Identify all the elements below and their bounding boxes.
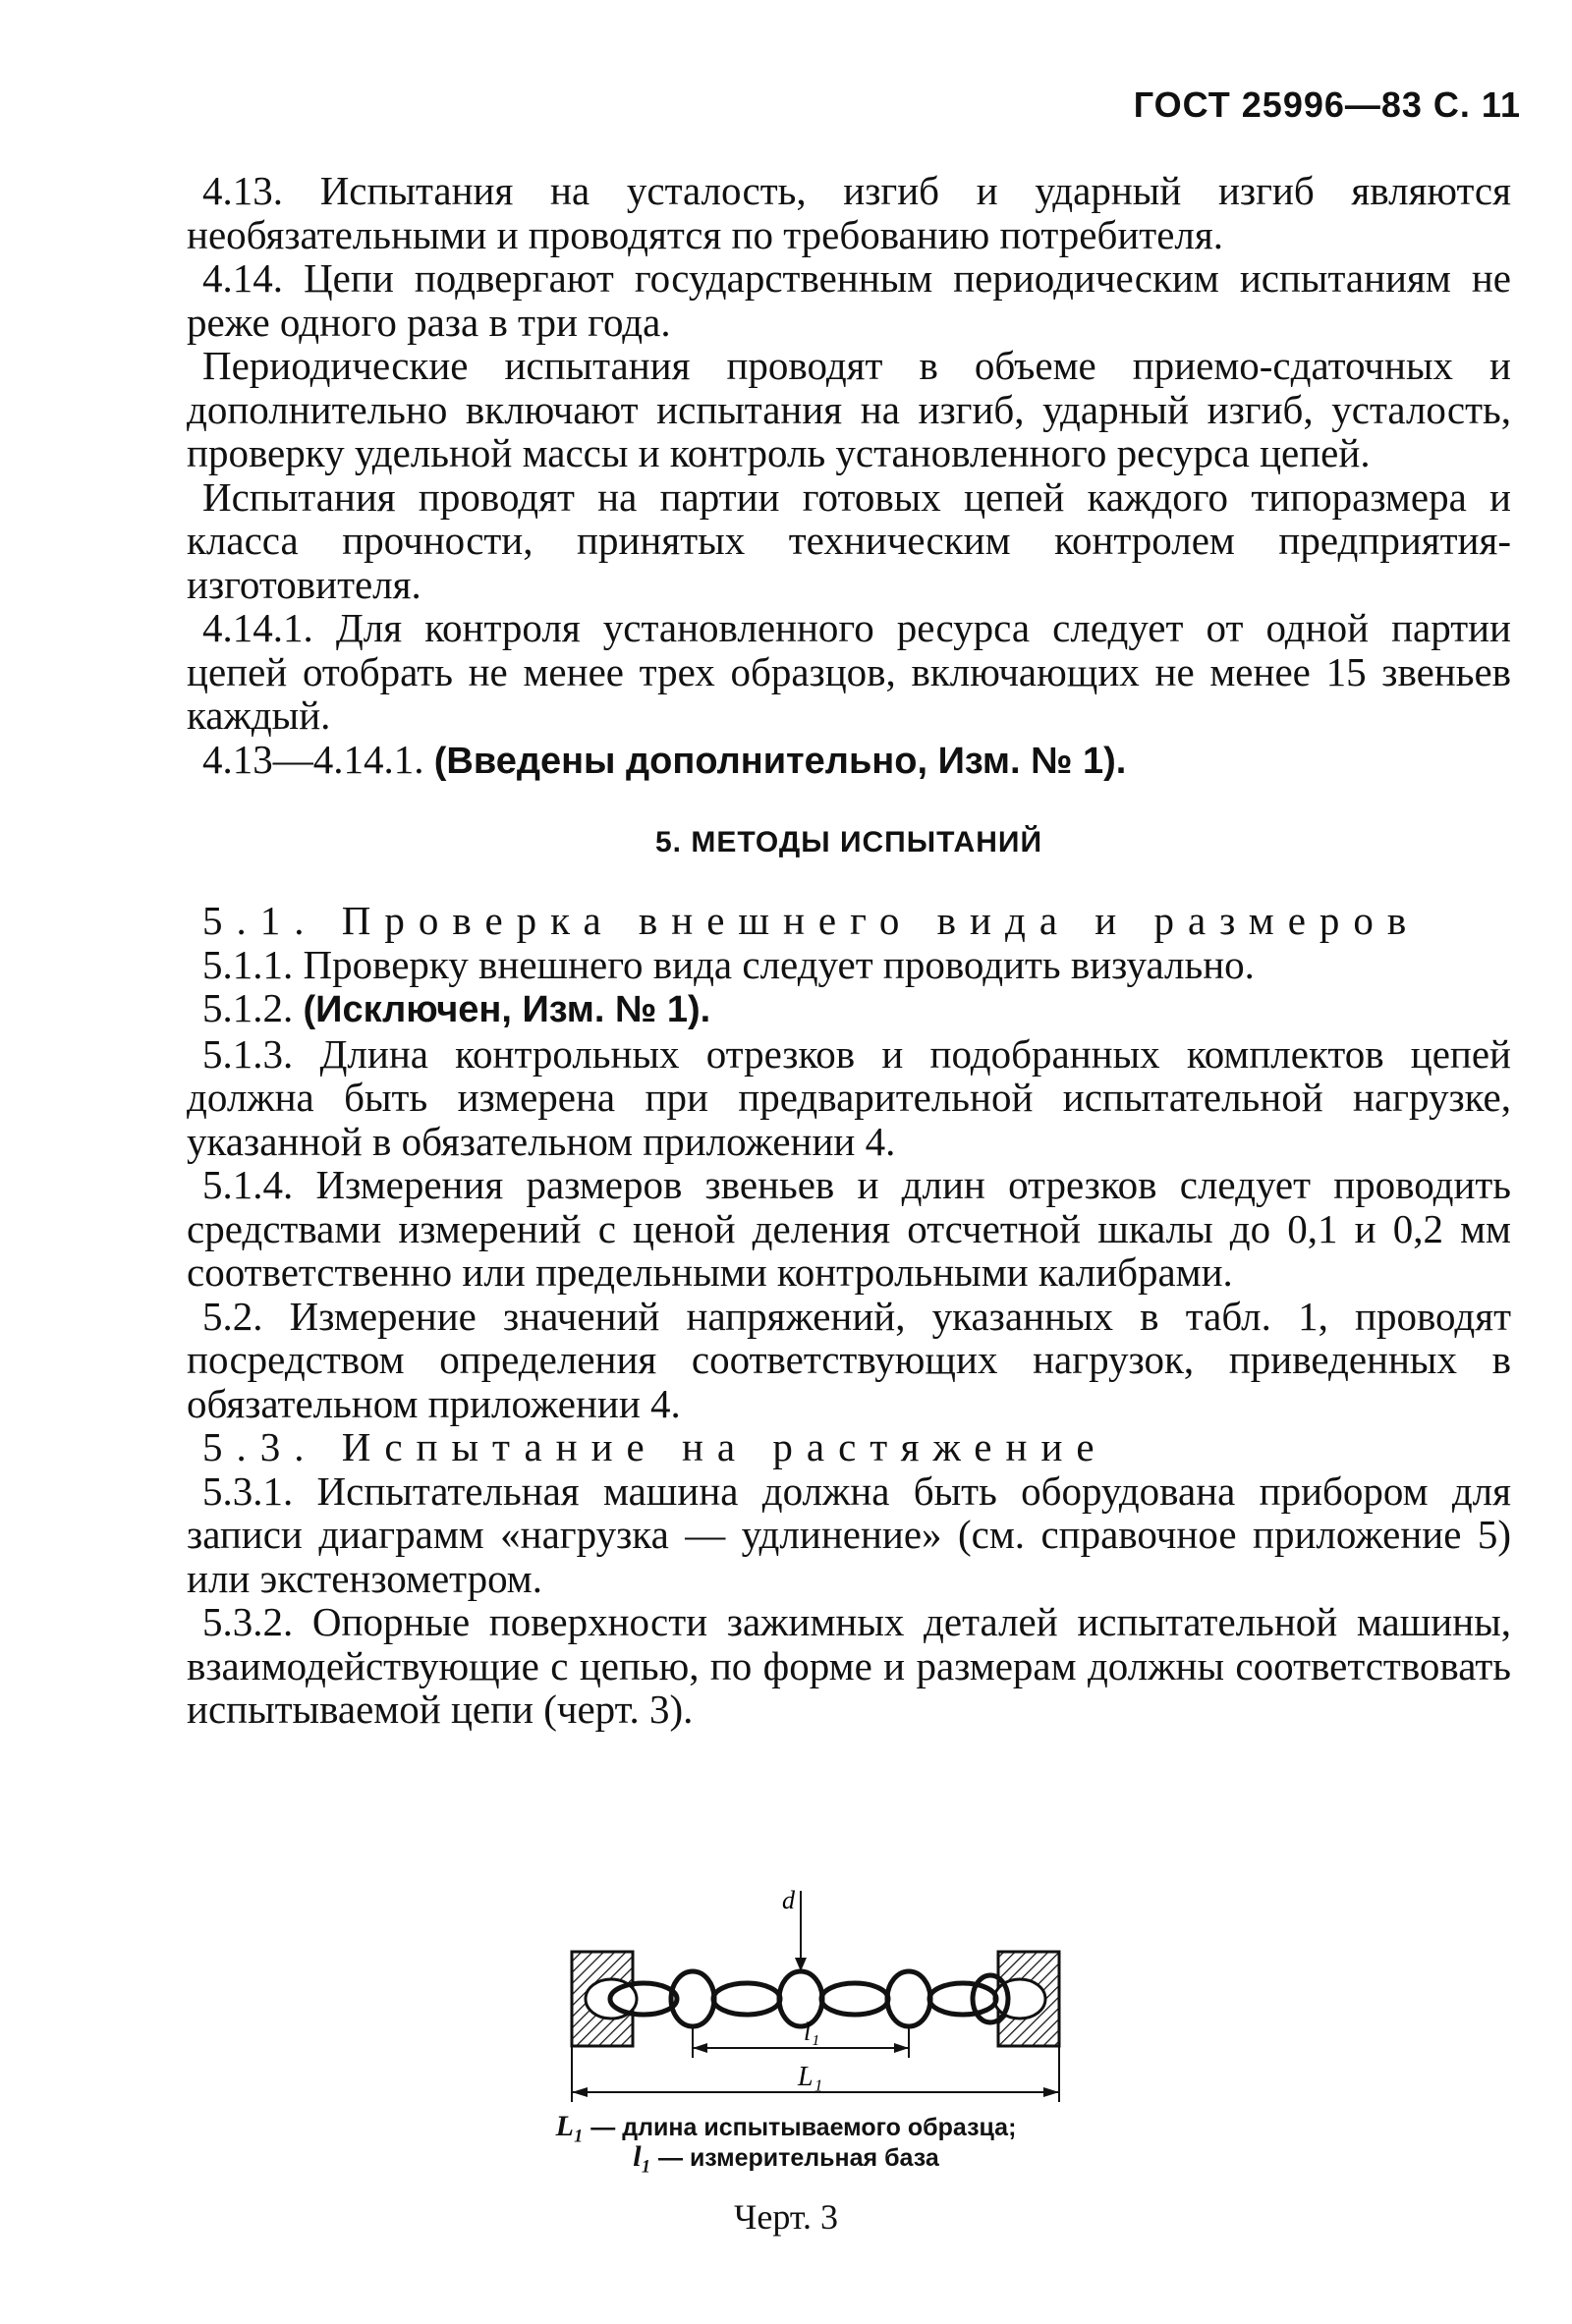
- paragraph-periodic: Периодические испытания проводят в объеме приемо-сдаточных и дополнительно включают испытания на изгиб, ударный изгиб, усталость, проверку удельной массы и контроль установленного ресурса цепей.: [187, 343, 1511, 475]
- body-text: [187, 169, 1511, 1732]
- paragraph-5-1-2: [187, 986, 1511, 1032]
- amendment-note: (Введены дополнительно, Изм. № 1).: [433, 740, 1127, 782]
- caption-line-2: l₁ — измерительная база: [633, 2140, 939, 2173]
- amendment-prefix: 4.13—4.14.1.: [202, 736, 434, 782]
- paragraph-5-1-3: 5.1.3. Длина контрольных отрезков и подобранных комплектов цепей должна быть измерена при предварительной испытательной нагрузке, указанной в обязательном приложении 4.: [187, 1030, 1511, 1164]
- label-l1: l₁: [804, 2018, 820, 2046]
- paragraph-5-3-1: 5.3.1. Испытательная машина должна быть оборудована прибором для записи диаграмм «нагрузка — удлинение» (см. справочное приложение 5) или экстензометром.: [187, 1467, 1511, 1601]
- excluded-note: (Исключен, Изм. № 1).: [303, 989, 711, 1030]
- paragraph-batch: Испытания проводят на партии готовых цепей каждого типоразмера и класса прочности, принятых техническим контролем предприятия-изготовителя.: [187, 473, 1511, 607]
- paragraph-5-1-2-prefix: 5.1.2.: [202, 985, 304, 1030]
- label-L1: L₁: [798, 2062, 823, 2092]
- page-header: ГОСТ 25996—83 С. 11: [1133, 84, 1521, 125]
- caption-line-1: L₁ — длина испытываемого образца;: [555, 2110, 1017, 2142]
- label-d: d: [782, 1886, 795, 1914]
- section-title: 5. МЕТОДЫ ИСПЫТАНИЙ: [655, 826, 1042, 858]
- paragraph-5-1-4: 5.1.4. Измерения размеров звеньев и длин отрезков следует проводить средствами измерений с ценой деления отсчетной шкалы до 0,1 и 0,2 мм соответственно или предельными контрольными калибрами.: [187, 1162, 1511, 1295]
- paragraph-5-3-2: 5.3.2. Опорные поверхности зажимных деталей испытательной машины, взаимодействующие с цепью, по форме и размерам должны соответствовать испытываемой цепи (черт. 3).: [187, 1599, 1511, 1732]
- subsection-5-1: 5.1. Проверка внешнего вида и размеров: [202, 898, 1421, 943]
- paragraph-5-1-1: 5.1.1. Проверку внешнего вида следует проводить визуально.: [202, 941, 1255, 987]
- paragraph-5-2: 5.2. Измерение значений напряжений, указанных в табл. 1, проводят посредством определения соответствующих нагрузок, приведенных в обязательном приложении 4.: [187, 1293, 1511, 1426]
- paragraph-4-14-1: 4.14.1. Для контроля установленного ресурса следует от одной партии цепей отобрать не менее трех образцов, включающих не менее 15 звеньев каждый.: [187, 605, 1511, 738]
- chain-diagram: [550, 1871, 1081, 2107]
- figure-caption: [0, 2112, 1572, 2173]
- paragraph-4-13: 4.13. Испытания на усталость, изгиб и ударный изгиб являются необязательными и проводятся по требованию потребителя.: [187, 168, 1511, 257]
- subsection-5-3: 5.3. Испытание на растяжение: [202, 1424, 1108, 1469]
- paragraph-amendment: [187, 738, 1511, 784]
- paragraph-4-14: 4.14. Цепи подвергают государственным периодическим испытаниям не реже одного раза в три года.: [187, 255, 1511, 345]
- figure-title: Черт. 3: [734, 2197, 838, 2237]
